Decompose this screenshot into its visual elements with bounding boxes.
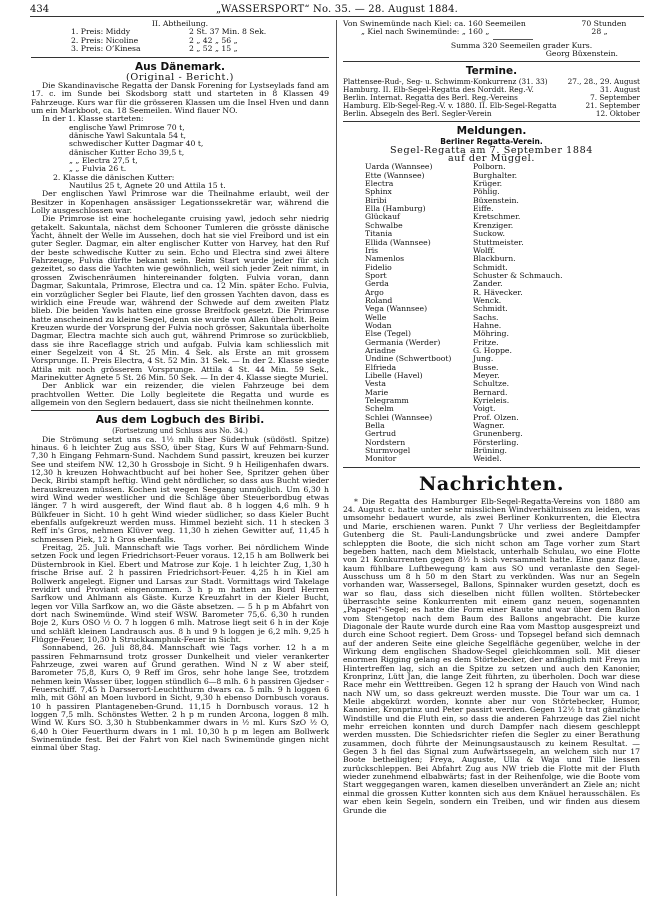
boat-owner: Schuster & Schmauch. [473,270,563,280]
table-row [365,372,563,380]
boat-owner: Voigt. [473,404,496,414]
boat-owner: Zander. [473,279,503,289]
boat-owner: Krenziger. [473,220,514,230]
termine-event: Hamburg. Elb-Segel-Reg.-V. v. 1880. II. Elb-Segel-Regatta [343,101,557,111]
boat-name: Titania [365,229,393,239]
denmark-boat: dänischer Kutter Echo 39,5 t, [69,147,185,157]
boat-name: Marie [365,387,389,397]
boat-name: Uarda (Wannsee) [365,162,433,172]
table-row [365,272,563,280]
denmark-intro: Die Skandinavische Regatta der Dansk Forening for Lystseylads fand am 17. c. im Sunde bei Skodsborg statt und starteten in 8 Klassen 49 Fahrzeuge. Kurs war für die grösseren Klassen um die Insel Hven und dann um ein Markboot, ca. 18 Seemeilen. Wind flauer NO. [31,80,329,115]
boat-owner: Kyrieleis. [473,396,510,406]
boat-name: Nordstern [365,437,406,447]
boat-name: Gerda [365,279,389,289]
meldungen-event: Segel-Regatta am 7. September 1884 [390,144,593,156]
meldungen-title: Meldungen. [456,125,527,138]
boat-owner: Schmidt. [473,262,508,272]
boat-name: Schwalbe [365,220,403,230]
table-row [71,45,266,53]
boat-name: Electra [365,179,394,189]
boat-name: Gertrud [365,429,397,439]
boat-name: Libelle (Havel) [365,371,423,380]
boat-name: Bella [365,421,385,431]
logbook-para: Freitag, 25. Juli. Mannschaft wie Tags vorher. Bei nördlichem Winde setzen Fock und legen Friedrichsort-Feuer voraus. 12,15 h am Bollwerk bei Düsternbrook in Kiel. Ebert und Matrose zur Koje. 1 h leichter Zug, 1,30 h frische Brise auf. 2 h passiren Friedrichsort-Feuer. 4,25 h in Kiel am Bollwerk angelegt. Eigner und Larsas zur Stadt. Vormittags wird Takelage revidirt und Proviant eingenommen. 3 h p m hatten an Bord Herren Sarfkow und Ahlmann als Gäste. Kurze Kreuzfahrt in der Kieler Bucht, legen vor Villa Sarfkow an, wo die Gäste absetzen. — 5 h p m Abfahrt von dort nach Swinemünde. Wind steif WSW. Barometer 75,6. 6,30 h runden Boje 2, Kurs OSO ½ O. 7 h loggen 6 mlh. Matrose liegt seit 6 h in der Koje und schläft kleinen Landrausch aus. 8 h und 9 h loggen je 6,2 mlh. 9,25 h Flügge-Feuer, 10,30 h Struckkamphuk-Feuer in Sicht. [31,543,329,644]
boat-owner: Polborn. [473,162,506,172]
nachrichten-para: * Die Regatta des Hamburger Elb-Segel-Regatta-Vereins von 1880 am 24. August c. hatte unter sehr misslichen Windverhältnissen zu leiden, was umsomehr bedauert wurde, als zwei Berliner Konkurrenten, die Electra und Marie, erschienen waren. Punkt 7 Uhr verliess der Begleitdampfer Gutenberg die St. Pauli-Landungsbrücke und zwei andere Dampfer schleppten die Boote, die sich nicht schon am Tage vorher zum Start begeben hatten, nach dem Mielstack, unterhalb Schulau, wo eine Flotte von 21 Konkurrenten gegen 8½ h sich versammelt hatte. Eine ganz flaue, kaum fühlbare Luftbewegung kam aus SO und veranlaste den Segel-Ausschuss um 8 h 50 m den Start zu verkünden. Was nur an Segeln vorhanden war, Wassersegel, Ballons, Spinnaker wurden gesetzt, doch es war so flau, dass sich dieselben nicht füllen wollten. Störtebecker überraschte seine Konkurrenten mit einem ganz neuen, sogenannten „Papagei“-Segel; es hatte die Form einer Raute und war über dem Ballon vom Stengetop nach dem Baum des Ballons angebracht. Die kurze Diagonale der Raute wurde durch eine Raa vom Masttop ausgespreizt und durch eine Schoot regiert. Dem Gross- und Topsegel befand sich demnach auf der anderen Seite eine gleiche Segelfläche gegenüber, welche in der Wirkung dem englischen Shadow-Segel gleichkommen soll. Mit dieser enormen Rigging gelang es dem Störtebecker, der anfänglich mit Freya im Hintertreffen lag, sich an die Spitze zu setzen und auch den Kanonier, Kronprinz, Lütt Jan, die lange Zeit führten, zu überholen. Doch war diese Race mehr ein Wetttreiben. Gegen 12 h sprang der Hauch von Wind nach nach NW um, so dass gekreuzt werden musste. Die Tour war um ca. 1 Meile abgekürzt worden, konnte aber nur von Störtebecker, Humor, Kanonier, Kronprinz und Peter passirt werden. Gegen 12½ h trat gänzliche Windstille und die Fluth ein, so dass die anderen Fahrzeuge das Ziel nicht mehr erreichen konnten und durch Dampfer nach diesem geschleppt werden mussten. Die Schiedsrichter riefen die Segler zu einer Berathung zusammen, doch führte der Meinungsaustausch zu keinem Resultat. — Gegen 3 h fiel das Signal zum Aufwärtssegeln, an welchem sich nur 17 Boote betheiligten; Freya, Auguste, Ulla & Waja und Tille liessen zurückschleppen. Bei Abfahrt Zug aus NW trieb die Flotte mit der Fluth wieder zunehmend elbabwärts; fast in der Reihenfolge, wie die Boote vom Start weggegangen waren, kamen dieselben unverändert an Ziele an; nicht einmal die grossen Kutter konnten sich aus dem Knäuel herausschälen. Es war eben kein Segeln, sondern ein Treiben, und wir finden aus diesem Grunde die [343,496,640,815]
boat-name: Vesta [365,379,387,389]
boat-name: Sturmvogel [365,446,411,456]
place: 3. Preis: O’Kinesa [71,44,141,54]
boat-owner: Jung. [473,354,494,364]
boat-owner: Burghalter. [473,170,518,180]
abt2-heading: II. Abtheilung. [151,19,209,28]
nachrichten-title: Nachrichten. [419,472,564,495]
boat-owner: Wenck. [473,295,502,305]
table-row [365,380,563,388]
boat-name: Welle [365,312,387,322]
separator [31,57,329,58]
boat-name: Undine (Schwertboot) [365,354,452,364]
table-row [365,414,563,422]
termine-date: 21. September [585,101,640,111]
column-divider [336,20,337,896]
boat-owner: Pöhlig. [473,187,500,197]
denmark-class1: In der 1. Klasse starteten: [42,114,144,124]
table-row [365,222,563,230]
running-title: „WASSERSPORT“ No. 35. — 28. August 1884. [215,4,459,15]
boat-owner: Sachs. [473,312,499,322]
denmark-boat: „ „ Electra 27,5 t, [69,156,138,165]
denmark-para: Der englischen Yawl Primrose war die Theilnahme erlaubt, weil der Besitzer in Kopenhagen ansässiger Legationssekretär war, während die Lolly ausgeschlossen war. [31,189,329,216]
boat-name: Telegramm [365,396,409,406]
boat-name: Ella (Hamburg) [365,204,426,214]
table-row [365,239,563,247]
table-row [365,180,563,188]
table-row [343,28,640,36]
boat-owner: Fritze. [473,337,499,347]
entries-table [365,163,563,463]
right-column [343,20,640,815]
logbook-para: Die Strömung setzt uns ca. 1½ mlh über Süderhuk (südöstl. Spitze) hinaus. 6 h leichter Zug aus SSO, über Stag, Kurs W auf Fehmarn-Sund. 7,30 h Eingang Fehmarn-Sund. Nachdem Sund passirt, kreuzen bei kurzer See und steifem NW. 12,30 h Grossboje in Sicht. 9 h Heiligenhafen dwars. 12,30 h kreuzen Hohwachtbucht auf bei hoher See, Spritzer gehen über Deck, Biribi stampft heftig. Wind geht nördlicher, so dass aus Bucht wieder herauskreuzen müssen. Kochen ist wegen Seegang unmöglich. Um 6,30 h wird Wind weder westlicher und die Schläge über Steuerbordbug etwas länger. 7 h wird ausgereft, der Wind flaut ab. 8 h loggen 4,6 mlh. 9 h Bülkfeuer in Sicht. 10 h geht Wind wieder südlicher, so dass Kieler Bucht ebenfalls aufgekreuzt werden muss. Himmel bezieht sich. 11 h stecken 3 Reff in's Gros, nehmen Klüver weg. 11,30 h ziehen Gewitter auf, 11,45 h schmessen Piek, 12 h Gros ebenfalls. [31,434,329,544]
left-column [31,20,329,753]
summary-label: „ Kiel nach Swinemünde: „ 160 „ [361,27,490,37]
boat-name: Ariadne [365,345,396,355]
boat-owner: Krüger. [473,179,503,189]
denmark-class2-boats: Nautilus 25 t, Agnete 20 und Attila 15 t. [69,181,226,191]
table-row [365,280,563,288]
boat-owner: Hahne. [473,320,502,330]
boat-name: Argo [365,287,384,297]
place: 2. Preis: Nicoline [71,35,139,45]
boat-name: Iris [365,245,379,255]
boat-owner: Eiffe. [473,204,494,214]
boat-name: Monitor [365,454,397,464]
boat-name: Else (Tegel) [365,329,412,339]
boat-owner: Möhring. [473,329,509,339]
table-row [365,397,563,405]
boat-name: Wodan [365,320,392,330]
table-row [343,110,640,118]
logbook-subtitle: (Fortsetzung und Schluss aus No. 34.) [112,427,248,436]
abt2-results [71,28,266,53]
boat-name: Ellida (Wannsee) [365,237,431,247]
boat-name: Elfrieda [365,362,397,372]
time: 2 „ 42 „ 56 „ [189,35,238,45]
boat-name: Schlei (Wannsee) [365,412,433,422]
table-row [365,172,563,180]
boat-name: Germania (Werder) [365,337,441,347]
boat-owner: Wolff. [473,245,496,255]
boat-owner: Busse. [473,362,499,372]
termine-title: Termine. [465,65,518,78]
summary-label: Von Swinemünde nach Kiel: ca. 160 Seemeilen [343,19,526,28]
boat-name: Roland [365,295,393,305]
page-number: 434 [30,4,50,15]
boat-owner: Grunenberg. [473,429,523,439]
boat-owner: Meyer. [473,371,500,380]
termine-date: 12. Oktober [595,109,640,119]
summary-total: Summa 320 Seemeilen grader Kurs. [450,40,593,50]
boat-name: Ette (Wannsee) [365,170,425,180]
denmark-boat: englische Yawl Primrose 70 t, [69,122,185,132]
boat-owner: Blackburn. [473,254,516,264]
place: 1. Preis: Middy [71,27,131,37]
boat-owner: Försterling. [473,437,519,447]
boat-owner: Suckow. [473,229,505,239]
separator [343,121,640,122]
denmark-boat: „ „ Fulvia 26 t. [69,164,127,174]
denmark-para: Der Anblick war ein reizender, die vielen Fahrzeuge bei dem prachtvollen Wetter. Die Lolly begleitete die Regatta und wurde es allgemein von den Seglern bedauert, dass sie nicht theilnehmen konnte. [31,381,329,407]
logbook-para: Sonnabend, 26. Juli 88,84. Mannschaft wie Tags vorher. 12 h a m passiren Fehmarnsund trotz grosser Dunkelheit und vieler verankerter Fahrzeuge, zwei waren auf Grund gerathen. Wind N z W aber steif, Barometer 75,8, Kurs O, 9 Reff im Gros, sehr hohe lange See, trotzdem nehmen kein Wasser über, loggen stündlich 6—8 mlh. 6 h passiren Gjedser - Feuerschiff. 7,45 h Darsserort-Leuchtthurm dwars ca. 5 mlh. 9 h loggen 6 mlh, mit Göhl an Moen luvbord in Sicht, 9,30 h ebenso Dornbusch voraus. 10 h passiren Plantageneben-Grund. 11,15 h Dornbusch voraus. 12 h loggen 7,5 mlh. Schönstes Wetter. 2 h p m runden Arcona, loggen 8 mlh. Wind W. Kurs SO. 3,30 h Stubbenkammer dwars in ½ ml. Kurs SzO ½ O, 6,40 h Oier Feuerthurm dwars in 1 ml. 10,30 h p m legen am Bollwerk Swinemünde fest. Bei der Fahrt von Kiel nach Swinemünde gingen nicht einmal über Stag. [31,643,329,753]
boat-owner: Kretschmer. [473,212,521,222]
boat-owner: Prof. Olzen. [473,412,519,422]
time: 2 St. 37 Min. 8 Sek. [189,27,267,37]
logbook-title: Aus dem Logbuch des Biribi. [95,414,265,427]
header-rule [30,16,644,17]
table-row [365,455,563,463]
denmark-class2: 2. Klasse die dänischen Kutter: [53,172,175,182]
boat-owner: Büxenstein. [473,195,519,205]
denmark-boat: dänische Yawl Sakuntala 54 t, [69,130,186,140]
summary-value: 70 Stunden [581,19,627,28]
table-row [365,188,563,196]
boat-owner: Bernard. [473,387,508,397]
separator [343,467,640,468]
separator [31,410,329,411]
table-row [365,314,563,322]
boat-name: Namenlos [365,254,405,264]
table-row [365,289,563,297]
boat-name: Biribi [365,195,387,205]
termine-date: 7. September [590,93,640,103]
denmark-boat: schwedischer Kutter Dagmar 40 t, [69,139,204,149]
separator [343,61,640,62]
boat-name: Schelm [365,404,394,414]
summary-table [343,20,640,37]
time: 2 „ 52 „ 15 „ [189,44,238,54]
termine-date: 27., 28., 29. August [567,77,640,87]
termine-event: Berlin. Internat. Regatta des Berl. Reg.-Vereins [343,93,518,103]
meldungen-club: Berliner Regatta-Verein. [440,137,543,147]
boat-owner: G. Hoppe. [473,345,512,355]
boat-owner: Schmidt. [473,304,508,314]
boat-owner: Wagner. [473,421,505,431]
boat-name: Glückauf [365,212,400,222]
boat-owner: Brüning. [473,446,508,456]
table-row [365,255,563,263]
termine-date: 31. August [600,85,640,95]
boat-name: Sport [365,270,387,280]
meldungen-venue: auf der Müggel. [447,153,536,165]
termine-event: Plattensee-Rud-, Seg- u. Schwimm-Konkurrenz (31. 33) [343,77,548,87]
denmark-para: Die Primrose ist eine hochelegante cruising yawl, jedoch sehr niedrig getakelt. Sakuntala, nächst dem Schooner Tumleren die grösste dänische Yacht, ähnelt der Welle im Aussehen, doch hat sie viel Freibord und ist ein guter Segler. Dagmar, ein alter englischer Kutter von Harvey, hat den Ruf der beste schwedische Kutter zu sein. Echo und Electra sind zwei ältere Fahrzeuge, Fulvia dürfte bekannt sein. Beim Start wurde jeder für sich gezeitet, so dass die Yachten wie gewöhnlich, weil sich jeder Zeit nimmt, in grossen Zwischenräumen hintereinander folgten. Fulvia voran, dann Dagmar, Sakuntala, Primrose, Electra und ca. 12 Min. später Echo. Fulvia, ein vorzüglicher Segler bei Flaute, lief den grossen Yachten davon, dass es wirklich eine Freude war, während der Schwede auf dem zweiten Platz blieb. Die beiden Yawls hatten eine grosse Breitfock gesetzt. Die Primrose hatte anscheinend zu kleine Segel, denn sie wurde von Allen überholt. Beim Kreuzen wurde der Vorsprung der Fulvia noch grösser, Sakuntala überholte Dagmar, Electra machte sich auch gut, während Primrose so zurückblieb, dass sie ihre Raceflagge strich und aufgab. Fulvia kam schliesslich mit einer Segelzeit von 4 St. 25 Min. 4 Sek. als Erste an mit grossem Vorsprunge. II. Preis Electra, 4 St. 52 Min. 31 Sek. — In der 2. Klasse siegte Attila mit noch grösserem Vorsprunge. Attila 4 St. 44 Min. 59 Sek., Marinekutter Agnete 5 St. 26 Min. 50 Sek. — In der 4. Klasse siegte Muriel. [31,214,329,382]
boat-owner: R. Hävecker. [473,287,523,297]
boat-name: Fidelio [365,262,392,272]
termine-event: Berlin. Absegeln des Berl. Segler-Verein [343,109,492,119]
separator [493,39,533,40]
boat-owner: Schultze. [473,379,510,389]
boat-name: Vega (Wannsee) [365,304,428,314]
termine-event: Hamburg. II. Elb-Segel-Regatta des Norddt. Reg.-V. [343,85,534,95]
boat-owner: Weidel. [473,454,502,464]
termine-table [343,78,640,118]
summary-signature: Georg Büxenstein. [545,49,618,59]
denmark-title: Aus Dänemark. [134,60,226,73]
denmark-subtitle: (Original - Bericht.) [126,71,234,83]
boat-name: Sphinx [365,187,392,197]
table-row [365,305,563,313]
summary-value: 28 „ [591,27,608,37]
boat-owner: Stuttmeister. [473,237,524,247]
